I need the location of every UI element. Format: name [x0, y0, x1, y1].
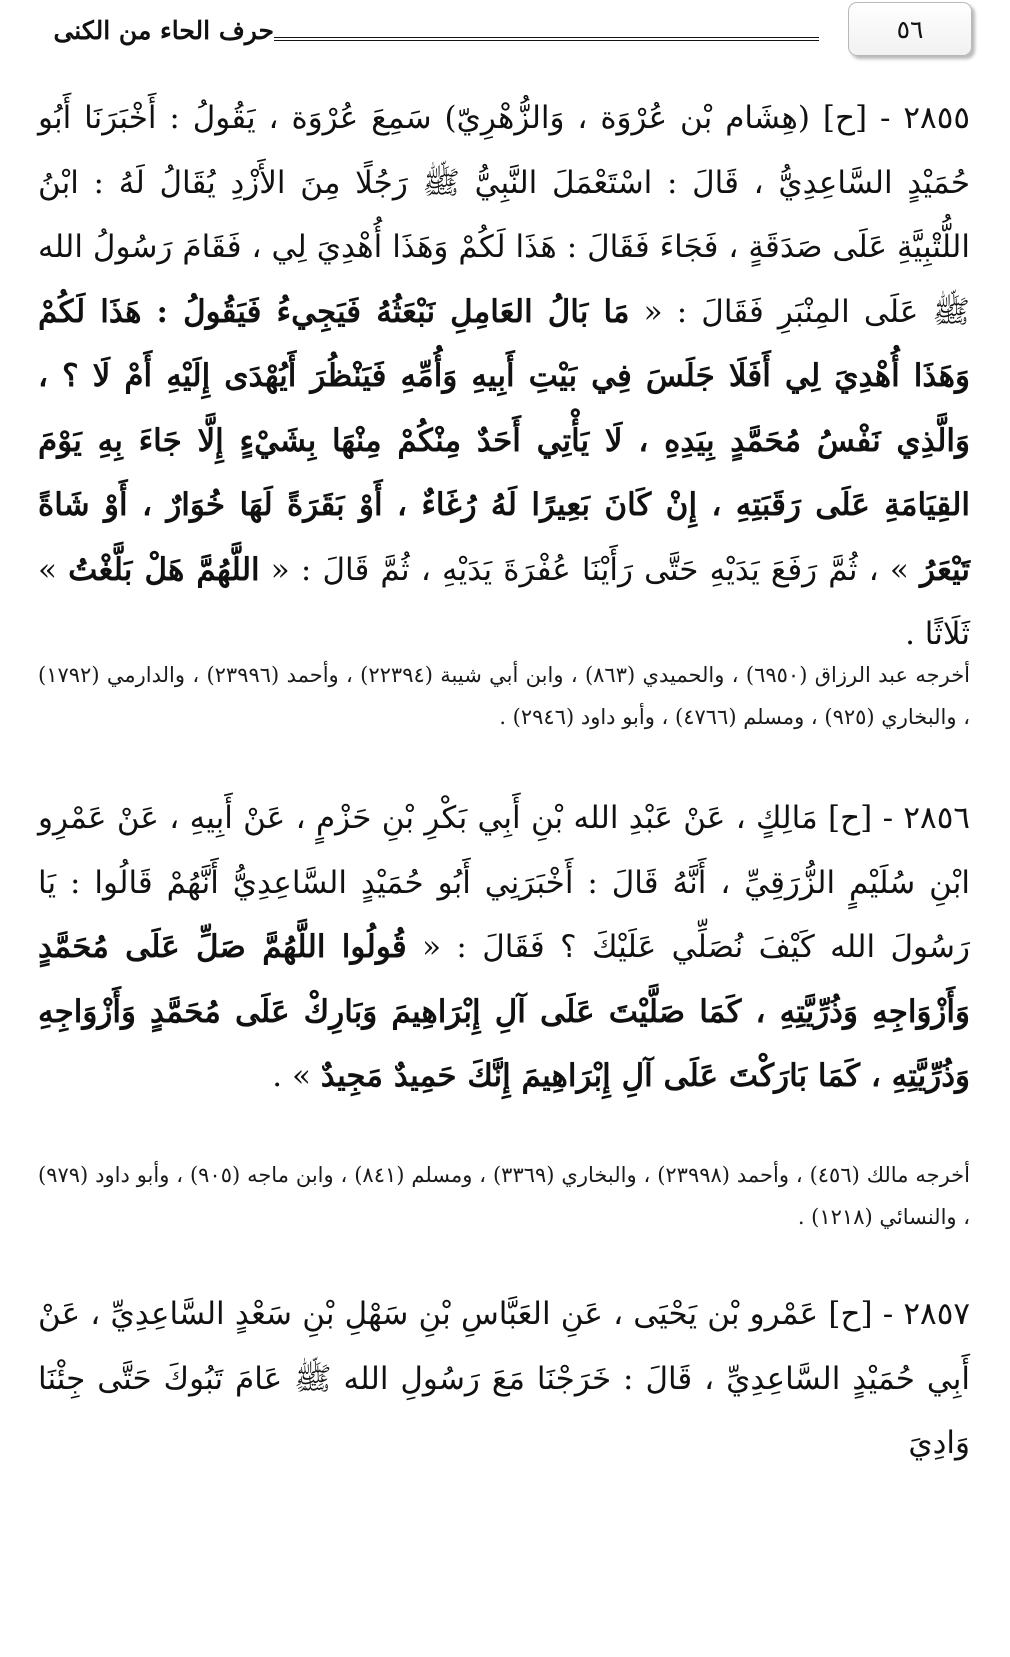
hadith-number: ٢٨٥٥ [903, 100, 971, 136]
hadith-matn: مَا بَالُ العَامِلِ نَبْعَثُهُ فَيَجِيءُ فَيَقُولُ : هَذَا لَكُمْ وَهَذَا أُهْدِيَ لِي أَفَلَا جَلَسَ فِي بَيْتِ أَبِيهِ وَأُمِّهِ فَيَنْظُرَ أَيُهْدَى إِلَيْهِ أَمْ لَا ؟ ، وَالَّذِي نَفْسُ مُحَمَّدٍ بِيَدِهِ ، لَا يَأْتِي أَحَدٌ مِنْكُمْ مِنْهَا بِشَيْءٍ إِلَّا جَاءَ بِهِ يَوْمَ القِيَامَةِ عَلَى رَقَبَتِهِ ، إِنْ كَانَ بَعِيرًا لَهُ رُغَاءٌ ، أَوْ بَقَرَةً لَهَا خُوَارٌ ، أَوْ شَاةً تَيْعَرُ [38, 293, 971, 588]
hadith-isnad: - [ح] عَمْرو بْن يَحْيَى ، عَنِ العَبَّاسِ بْنِ سَهْلِ بْنِ سَعْدٍ السَّاعِدِيِّ ، عَنْ أَبِي حُمَيْدٍ السَّاعِدِيِّ ، قَالَ : خَرَجْنَا مَعَ رَسُولِ الله ﷺ عَامَ تَبُوكَ حَتَّى جِئْنَا وَادِيَ [38, 1296, 970, 1461]
chapter-title: حرف الحاء من الكنى [53, 16, 274, 45]
hadith-tail: » ثَلَاثًا . [38, 551, 970, 652]
hadith-isnad: - [ح] (هِشَام بْن عُرْوَة ، وَالزُّهْرِيّ) سَمِعَ عُرْوَة ، يَقُولُ : أَخْبَرَنَا أَبُو حُمَيْدٍ السَّاعِدِيُّ ، قَالَ : اسْتَعْمَلَ النَّبِيُّ ﷺ رَجُلًا مِنَ الأَزْدِ يُقَالُ لَهُ : ابْنُ اللُّتْبِيَّةِ عَلَى صَدَقَةٍ ، فَجَاءَ فَقَالَ : هَذَا لَكُمْ وَهَذَا أُهْدِيَ لِي ، فَقَامَ رَسُولُ الله ﷺ عَلَى المِنْبَرِ فَقَالَ : « [38, 100, 970, 330]
hadith-number: ٢٨٥٦ [903, 800, 970, 836]
page-number: ٥٦ [848, 2, 972, 56]
takhrij-2856: أخرجه مالك (٤٥٦) ، وأحمد (٢٣٩٩٨) ، والبخاري (٣٣٦٩) ، ومسلم (٨٤١) ، وابن ماجه (٩٠٥) ، وأبو داود (٩٧٩) ، والنسائي (١٢١٨) . [38, 1163, 970, 1229]
hadith-2857 [38, 1282, 970, 1476]
takhrij-2855: أخرجه عبد الرزاق (٦٩٥٠) ، والحميدي (٨٦٣) ، وابن أبي شيبة (٢٢٣٩٤) ، وأحمد (٢٣٩٩٦) ، والدارمي (١٧٩٢) ، والبخاري (٩٢٥) ، ومسلم (٤٧٦٦) ، وأبو داود (٢٩٤٦) . [38, 663, 971, 729]
hadith-isnad: - [ح] مَالِكٍ ، عَنْ عَبْدِ الله بْنِ أَبِي بَكْرِ بْنِ حَزْمٍ ، عَنْ أَبِيهِ ، عَنْ عَمْرِو ابْنِ سُلَيْمٍ الزُّرَقِيِّ ، أَنَّهُ قَالَ : أَخْبَرَنِي أَبُو حُمَيْدٍ السَّاعِدِيُّ أَنَّهُمْ قَالُوا : يَا رَسُولَ الله كَيْفَ نُصَلِّي عَلَيْكَ ؟ فَقَالَ : « [38, 800, 970, 965]
header-rule [274, 37, 819, 41]
hadith-2856 [38, 786, 970, 1109]
page-header [0, 0, 1010, 70]
hadith-number: ٢٨٥٧ [903, 1296, 970, 1332]
hadith-2855 [38, 86, 970, 667]
hadith-matn: قُولُوا اللَّهُمَّ صَلِّ عَلَى مُحَمَّدٍ وَأَزْوَاجِهِ وَذُرِّيَّتِهِ ، كَمَا صَلَّيْتَ عَلَى آلِ إِبْرَاهِيمَ وَبَارِكْ عَلَى مُحَمَّدٍ وَأَزْوَاجِهِ وَذُرِّيَّتِهِ ، كَمَا بَارَكْتَ عَلَى آلِ إِبْرَاهِيمَ إِنَّكَ حَمِيدٌ مَجِيدٌ [38, 929, 970, 1094]
hadith-tail: » . [272, 1058, 311, 1094]
hadith-narration-middle: » ، ثُمَّ رَفَعَ يَدَيْهِ حَتَّى رَأَيْنَا عُفْرَةَ يَدَيْهِ ، ثُمَّ قَالَ : « [270, 551, 909, 588]
hadith-matn-second: اللَّهُمَّ هَلْ بَلَّغْتُ [68, 551, 260, 588]
